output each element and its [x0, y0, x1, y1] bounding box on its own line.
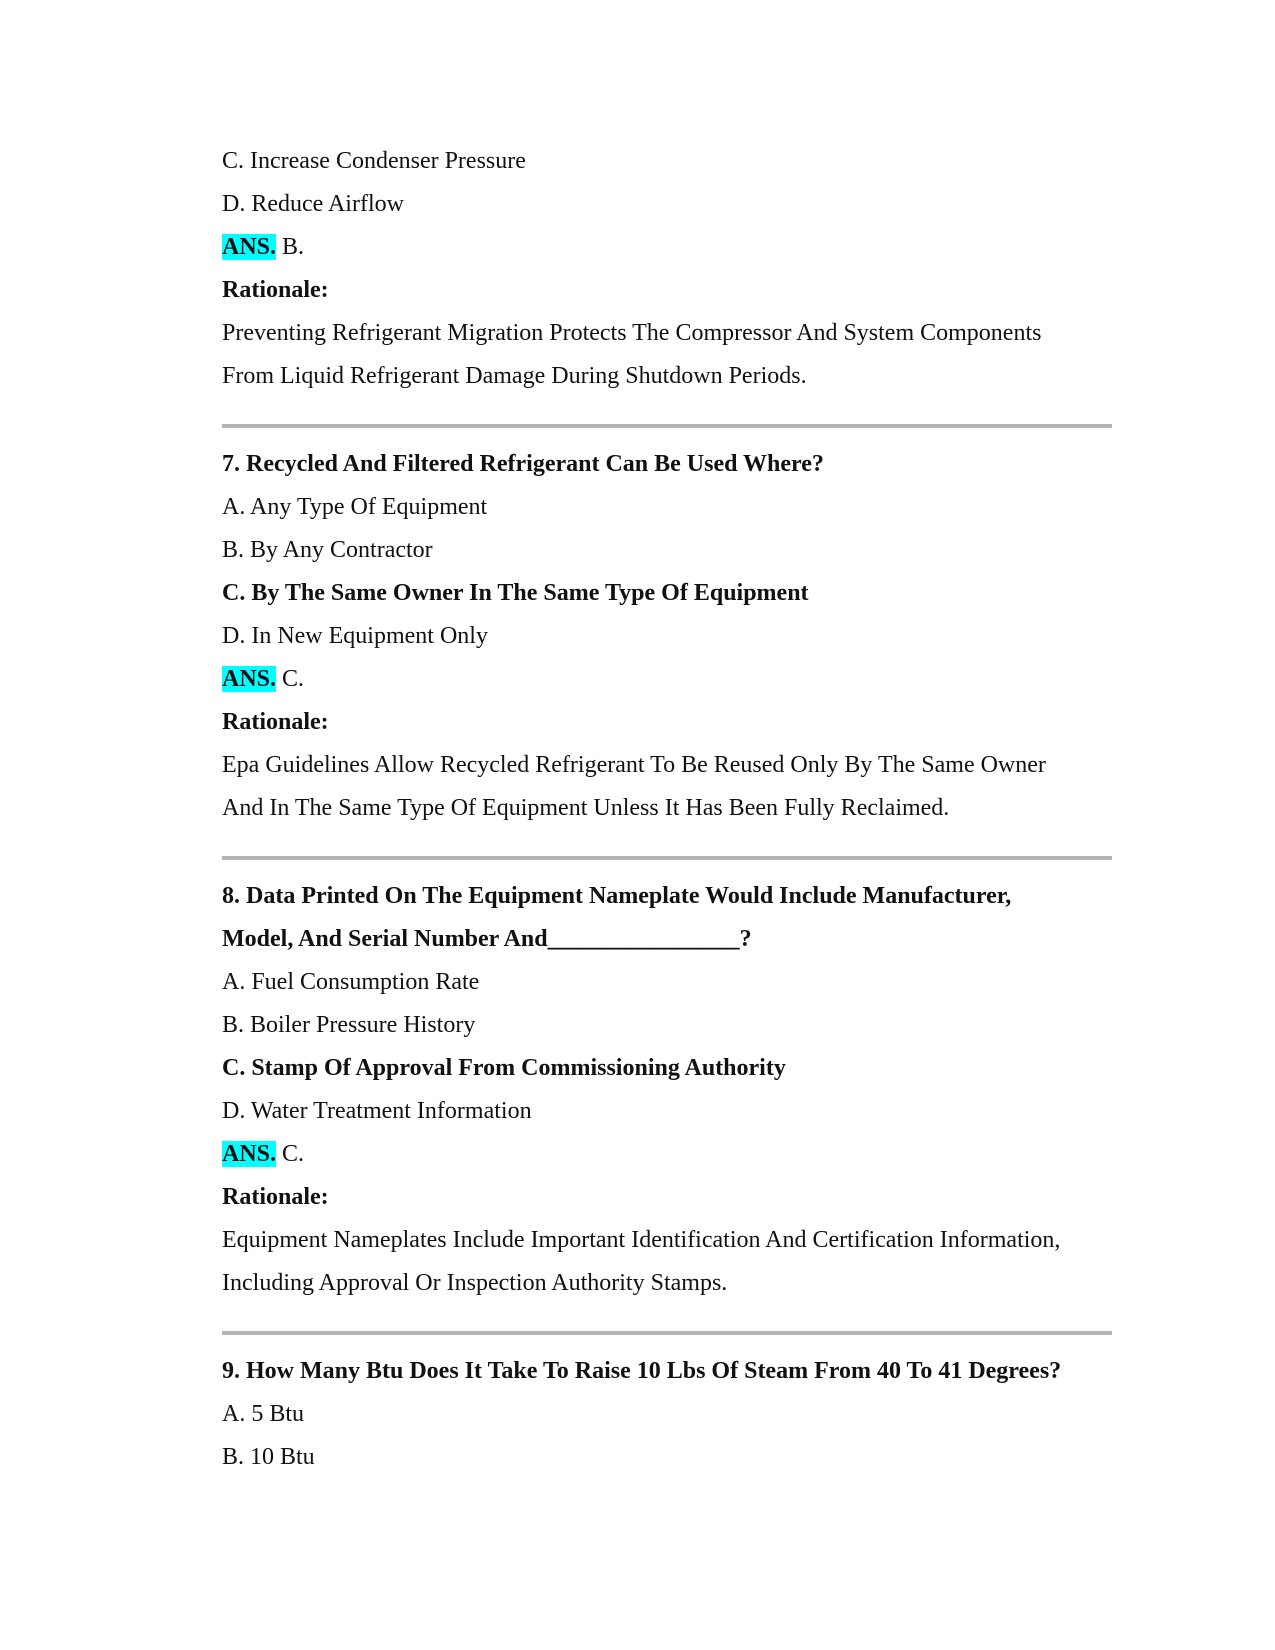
answer-value: C.: [276, 1141, 305, 1167]
answer-value: B.: [276, 234, 305, 260]
option-b: B. 10 Btu: [222, 1444, 315, 1470]
answer-label: ANS.: [222, 1141, 277, 1167]
option-b: B. By Any Contractor: [222, 537, 433, 563]
answer-line: [222, 226, 1112, 269]
section-divider: [222, 424, 1112, 428]
rationale-label: Rationale:: [222, 1184, 329, 1210]
document-page: [222, 140, 1112, 1479]
option-a: A. 5 Btu: [222, 1401, 305, 1427]
rationale-line-1: Epa Guidelines Allow Recycled Refrigerant To Be Reused Only By The Same Owner: [222, 752, 1046, 778]
rationale-label: Rationale:: [222, 709, 329, 735]
answer-value: C.: [276, 666, 305, 692]
option-c-correct: C. By The Same Owner In The Same Type Of Equipment: [222, 580, 809, 606]
option-a: A. Any Type Of Equipment: [222, 494, 488, 520]
answer-label: ANS.: [222, 666, 277, 692]
rationale-line-1: Equipment Nameplates Include Important Identification And Certification Information,: [222, 1227, 1061, 1253]
question-title-line-2: Model, And Serial Number And________________?: [222, 926, 752, 952]
rationale-line-2: From Liquid Refrigerant Damage During Shutdown Periods.: [222, 363, 807, 389]
rationale-label: Rationale:: [222, 277, 329, 303]
rationale-line-1: Preventing Refrigerant Migration Protects The Compressor And System Components: [222, 320, 1042, 346]
question-8: [222, 875, 1112, 1305]
answer-line: [222, 1133, 1112, 1176]
option-c: C. Increase Condenser Pressure: [222, 148, 526, 174]
question-9: [222, 1350, 1112, 1479]
option-c-correct: C. Stamp Of Approval From Commissioning Authority: [222, 1055, 786, 1081]
option-a: A. Fuel Consumption Rate: [222, 969, 480, 995]
option-d: D. Water Treatment Information: [222, 1098, 532, 1124]
rationale-line-2: Including Approval Or Inspection Authority Stamps.: [222, 1270, 728, 1296]
section-divider: [222, 856, 1112, 860]
option-d: D. In New Equipment Only: [222, 623, 488, 649]
question-6-continuation: [222, 140, 1112, 398]
option-b: B. Boiler Pressure History: [222, 1012, 476, 1038]
question-7: [222, 443, 1112, 830]
question-title: 7. Recycled And Filtered Refrigerant Can Be Used Where?: [222, 451, 824, 477]
question-title: 9. How Many Btu Does It Take To Raise 10 Lbs Of Steam From 40 To 41 Degrees?: [222, 1358, 1062, 1384]
section-divider: [222, 1331, 1112, 1335]
rationale-line-2: And In The Same Type Of Equipment Unless It Has Been Fully Reclaimed.: [222, 795, 950, 821]
question-title-line-1: 8. Data Printed On The Equipment Nameplate Would Include Manufacturer,: [222, 883, 1012, 909]
answer-label: ANS.: [222, 234, 277, 260]
option-d: D. Reduce Airflow: [222, 191, 404, 217]
answer-line: [222, 658, 1112, 701]
